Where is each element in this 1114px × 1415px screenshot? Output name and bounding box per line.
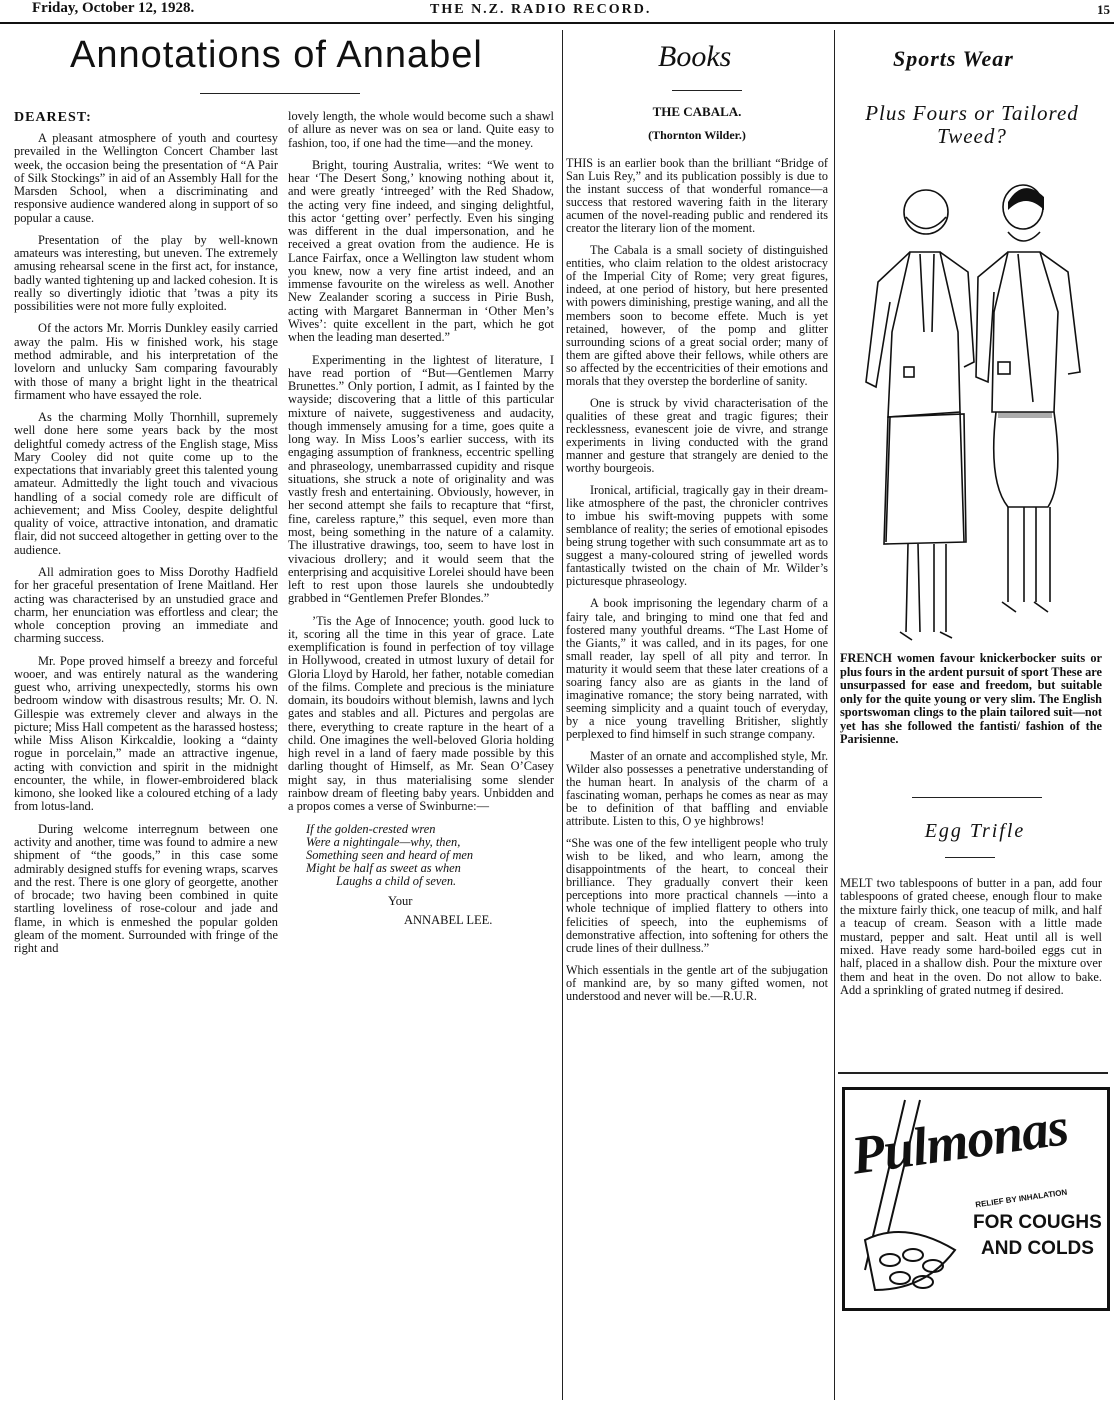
- paragraph: THIS is an earlier book than the brilliant “Bridge of San Luis Rey,” and its publication possibly is due to the instant success of that wonderful romance—a success that restored wavering faith in the literary acumen of the novel-reading public and rendered its creator the literary lion of the moment.: [566, 156, 828, 236]
- pulmonas-advertisement: [842, 1087, 1110, 1311]
- sign-your: Your: [388, 893, 413, 908]
- poem-line: If the golden-crested wren: [306, 821, 436, 836]
- sports-title: Sports Wear: [893, 46, 1014, 71]
- paragraph: Experimenting in the lightest of literature, I have read portion of “But—Gentlemen Marry Brunettes.” Only portion, I admit, as I fainted by the wayside; discovering that a little of this particular mixture of naivete, suggestiveness and audacity, though immensely amusing for a time, goes quite a long way. In Miss Loos’s earlier success, with its engaging assumption of frankness, eccentric spelling and phraseology, unembarrassed cupidity and risque situations, she struck a note of originality and was vastly fresh and entertaining. Obviously, however, in her second attempt she fails to recapture that “first, fine, careless rapture,” this sequel, even more than most, being something in the nature of a calamity. The illustrative drawings, too, seem to have lost in vivacious drollery; and it would seem that the enterprising and acquisitive Lorelei should have been left to rest upon those laurels she undoubtedly grabbed in “Gentlemen Prefer Blondes.”: [288, 352, 554, 606]
- hat-icon: [904, 190, 948, 234]
- poem: [306, 823, 554, 888]
- divider: [838, 1072, 1108, 1074]
- sign-name: ANNABEL LEE.: [404, 912, 493, 927]
- annabel-column-1: [14, 110, 278, 964]
- sports-caption: FRENCH women favour knickerbocker suits or plus fours in the ardent pursuit of sport These are unsurpassed for ease and freedom, but suitable only for the quite young or very slim. The English sportswoman clings to the plain tailored suit—not yet has she followed the fantisti/ fashion of the Parisienne.: [840, 651, 1102, 747]
- paragraph: Master of an ornate and accomplished style, Mr. Wilder also possesses a penetrative understanding of the human heart. In analysis of the charm of a fascinating woman, perhaps he comes as near as may be to definition of that baffling and enviable attribute. Listen to this, O ye highbrows!: [566, 748, 828, 829]
- paragraph: As the charming Molly Thornhill, supremely well done here some years back by the most delightful comedy actress of the English stage, Miss Mary Cooley did not quite come up to the expectations that invariably greet this talented young amateur. Admittedly the light touch and vivacious handling of a social comedy role are difficult of achievement; and Miss Cooley, despite delightful quality of voice, attractive intonation, and dramatic flair, did not succeed altogether in getting over to the audience.: [14, 410, 278, 557]
- paragraph: lovely length, the whole would become such a shawl of allure as never was on sea or land. Quite easy to fashion, too, if one had the time—and the money.: [288, 109, 554, 150]
- recipe-title: Egg Trifle: [924, 820, 1026, 842]
- recipe-underline: [945, 857, 995, 858]
- paragraph: Which essentials in the gentle art of the subjugation of mankind are, by so many gifted women, not understood and never will be.—R.U.R.: [566, 962, 828, 1003]
- masthead-date: Friday, October 12, 1928.: [32, 0, 195, 16]
- annabel-column-2: [288, 110, 554, 928]
- paragraph: All admiration goes to Miss Dorothy Hadfield for her graceful presentation of Irene Maitland. Her acting was characterised by an unstudied grace and charm, her enunciation was effortless and clear; the whole conception proving an immediate and charming success.: [14, 564, 278, 646]
- ad-tagline: RELIEF BY INHALATION: [974, 1187, 1068, 1210]
- paragraph: A book imprisoning the legendary charm of a fairy tale, and bringing to mind one that fed and fostered many youthful dreams. “The Last Home of the Giants,” it was called, and in its pages, for one small reader, lay spell of all pity and terror. In maturity it would seem that these later creations of a soaring fancy also are as giants in the land of imaginative romance; the story being narrated, with seeming simplicity and a quaint touch of everyday, by a nice young travelling Britisher, slightly perplexed to find himself in such strange company.: [566, 596, 828, 741]
- paragraph: Of the actors Mr. Morris Dunkley easily carried away the palm. His w finished work, his stage method admirable, and his interpretation of the lovelorn and unlucky Sam comparing favourably with those of many a bright light in the theatrical firmament who have essayed the role.: [14, 321, 278, 402]
- title-underline: [200, 93, 360, 94]
- paragraph: The Cabala is a small society of distinguished entities, who claim relation to the oldest aristocracy of the Imperial City of Rome; very great figures, indeed, at one period of history, but here presented with powers diminishing, prestige waning, and all the members soon to become effete. Much is yet retained, however, of the pomp and glitter surrounding scions of a great social order; many of them are gifted above their fellows, while others are so affected by the eccentricities of their emotions and morals that they overstep the borderline of sanity.: [566, 243, 828, 388]
- masthead-paper-name: THE N.Z. RADIO RECORD.: [430, 2, 652, 17]
- sports-subtitle-line: Tweed?: [937, 124, 1007, 149]
- books-title: Books: [658, 40, 732, 73]
- paragraph: Ironical, artificial, tragically gay in their dream-like atmosphere of the past, the chronicler contrives to imbue his swift-moving puppets with some semblance of reality; the series of emotional episodes being strung together with such consummate art as to suggest a many-coloured string of jewelled words fantastically twisted on the chain of Mr. Wilder’s picturesque phraseology.: [566, 483, 828, 589]
- paragraph: Presentation of the play by well-known amateurs was interesting, but uneven. The extremely amusing rehearsal scene in the first act, for instance, badly wanted tightening up and lacked cohesion. It is really so divertingly idiotic that ’twas a pity its possibilities were not more fully exploited.: [14, 232, 278, 314]
- paragraph: During welcome interregnum between one activity and another, time was found to admire a new shipment of “the goods,” in this case some admirably designed stuffs for evening wraps, scarves and the rest. There is one glory of georgette, another of brocade; two having been combined in quite startling loveliness of rose-colour and jade and flame, in which is enmeshed the popular golden gleam of the moment. Surrounded with fringe of the right and: [14, 821, 278, 956]
- sports-subtitle: [837, 102, 1107, 148]
- page-number: 15: [1097, 2, 1110, 17]
- paragraph: Mr. Pope proved himself a breezy and forceful wooer, and was entirely natural as the wandering guest who, arriving unexpectedly, storms his own bedroom window with disastrous results; Mr. O. N. Gillespie was extremely clever and always in the picture; Miss Hall competent as the harassed hostess; while Miss Alison Kirkcaldie, looking a “dainty rogue in porcelain,” made an attractive ingenue, acting with conviction and spirit in the midnight encounter, the while, in flower-embroidered black kimono, she looked like a coloured etching of a lady from lotus-land.: [14, 653, 278, 814]
- book-quote: “She was one of the few intelligent people who truly wish to be liked, and who learn, among the disappointments of the heart, to conceal their brilliance. They gradually convert their keen perceptions into more practical channels —into a whole technique of implied flattery to others into felicities of speech, into the euphemisms of demonstrative affection, into softening for others the crude lines of their dullness.”: [566, 836, 828, 955]
- recipe-text: MELT two tablespoons of butter in a pan, add four tablespoons of grated cheese, enough flour to make the mixture fairly thick, one teacup of milk, and half a teacup of cream. Season with a little made mustard, pepper and salt. Heat until all is well mixed. Have ready some hard-boiled eggs cut in half, placed in a shallow dish. Pour the mixture over them and heat in the oven. Do not allow to bake. Add a sprinkling of grated nutmeg if desired.: [840, 876, 1102, 998]
- annabel-title: Annotations of Annabel: [70, 34, 483, 76]
- poem-line: Something seen and heard of men: [306, 847, 474, 862]
- sports-subtitle-line: Plus Fours or Tailored: [865, 101, 1079, 125]
- paragraph: A pleasant atmosphere of youth and courtesy prevailed in the Wellington Concert Chamber last week, the occasion being the presentation of “A Pair of Silk Stockings” in aid of an Assembly Hall for the Marsden School, when a discriminating and responsive audience wandered along in support of so popular a cause.: [14, 131, 278, 225]
- column-rule: [562, 30, 563, 1400]
- ad-line-2: AND COLDS: [981, 1238, 1094, 1259]
- book-title: THE CABALA.: [652, 104, 742, 119]
- book-author: (Thornton Wilder.): [648, 128, 746, 142]
- greeting: DEAREST:: [14, 110, 92, 125]
- poem-line: Might be half as sweet as when: [306, 860, 461, 875]
- column-rule: [834, 30, 835, 1400]
- ad-brand: Pulmonas: [847, 1096, 1072, 1186]
- fashion-illustration: [848, 162, 1103, 642]
- paragraph: ’Tis the Age of Innocence; youth. good luck to it, scoring all the time in this year of grace. Late exemplification is found in perfection of toy village in Hollywood, created in utmost luxury of detail for Gloria Lloyd by Harold, her father, notable comedian of the films. Complete and precious is the miniature domain, its boudoirs without blemish, lawns and lych gates and stables and all. Pictures and pergolas are there, everything to create rapture in the heart of a child. One imagines the well-beloved Gloria holding high revel in a land of faery made possible by this darling thought of Himself, as Mr. Sean O’Casey might say, in thus materialising some slender rainbow dream of fleeting baby years. Unbidden and a propos comes a verse of Swinburne:—: [288, 613, 554, 814]
- books-underline: [672, 90, 742, 91]
- books-column: [566, 104, 828, 1012]
- paragraph: Bright, touring Australia, writes: “We went to hear ‘The Desert Song,’ knowing nothing about it, and were greatly ‘intreeged’ with the Red Shadow, the acting very fine indeed, and singing delightful, this actor ‘getting over’ perfectly. Even his singing was different in the dual impersonation, and he received a great ovation from the audience. He is Lance Fairfax, once a Wellington law student whom you knew, now a very fine artist indeed, and an immense favourite on the wireless as well. Another New Zealander scoring a success in Pirie Bush, acting with Margaret Bannerman in ‘Other Men’s Wives’: quite excellent in the part, which he got when the leading man deserted.”: [288, 157, 554, 345]
- poem-line: Laughs a child of seven.: [336, 873, 457, 888]
- poem-line: Were a nightingale—why, then,: [306, 834, 461, 849]
- paragraph: One is struck by vivid characterisation of the qualities of these great and tragic figures; their recklessness, evanescent joie de vivre, and strange experiments in living conducted with the grand manner and gesture that strangely are denied to the worthy bourgeois.: [566, 395, 828, 476]
- ad-line-1: FOR COUGHS: [973, 1212, 1102, 1233]
- divider: [912, 797, 1042, 798]
